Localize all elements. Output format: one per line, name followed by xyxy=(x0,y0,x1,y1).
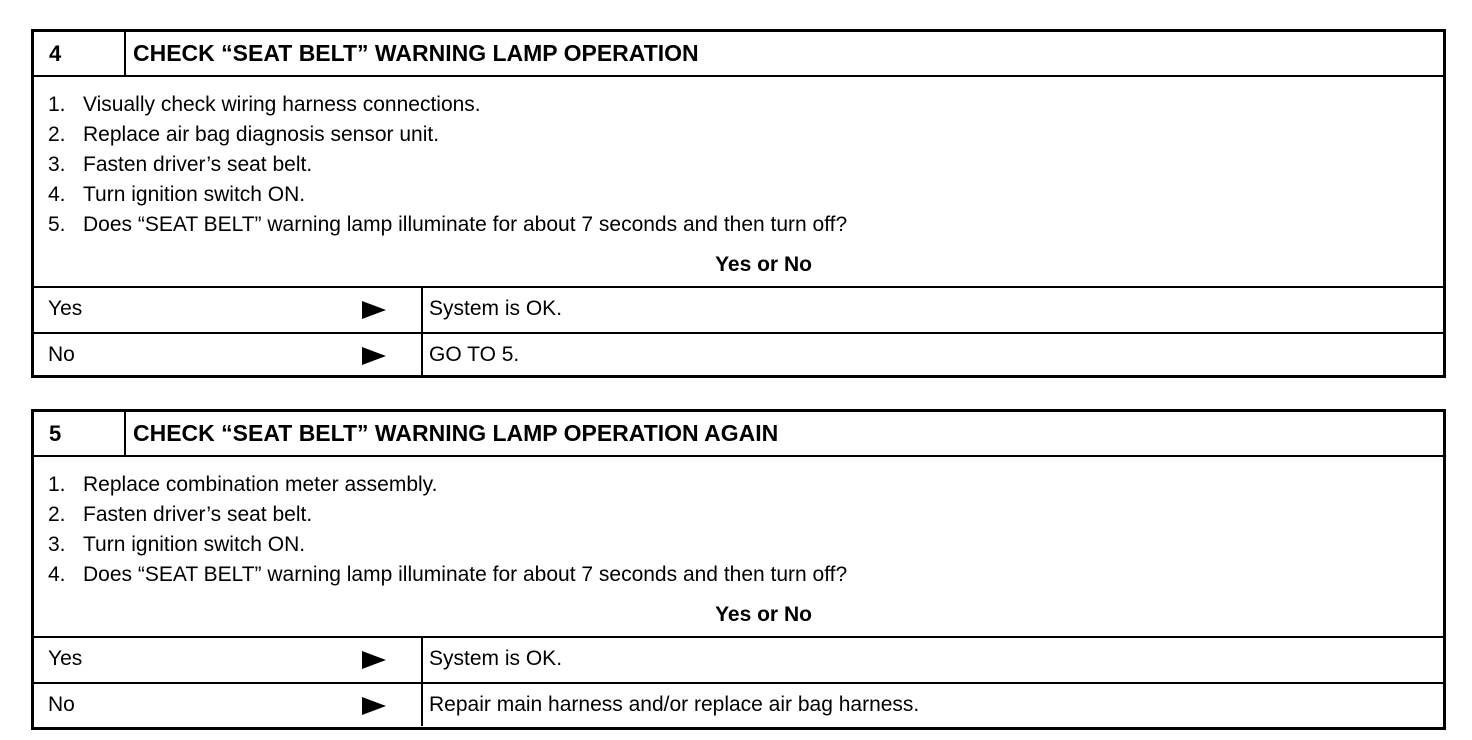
instruction-item xyxy=(48,500,1443,530)
step-header xyxy=(34,412,1443,457)
instruction-item xyxy=(48,150,1443,180)
step-title: CHECK “SEAT BELT” WARNING LAMP OPERATION AGAIN xyxy=(133,420,779,446)
instruction-item xyxy=(48,560,1443,590)
instruction-item xyxy=(48,120,1443,150)
answer-cell xyxy=(34,288,423,332)
item-number: 3. xyxy=(48,153,66,176)
item-text: Does “SEAT BELT” warning lamp illuminate for about 7 seconds and then turn off? xyxy=(83,213,848,236)
answer-row-yes xyxy=(34,638,1443,682)
answer-cell xyxy=(34,684,423,726)
answer-label: Yes xyxy=(48,647,83,670)
item-text: Replace combination meter assembly. xyxy=(83,473,438,496)
instruction-item xyxy=(48,530,1443,560)
item-number: 1. xyxy=(48,93,66,116)
answer-row-no xyxy=(34,332,1443,376)
answer-row-yes xyxy=(34,288,1443,332)
answer-cell xyxy=(34,334,423,376)
step-4-table xyxy=(31,29,1446,378)
step-body xyxy=(34,77,1443,288)
step-number: 5 xyxy=(34,412,126,455)
item-text: Fasten driver’s seat belt. xyxy=(83,153,313,176)
item-number: 5. xyxy=(48,213,66,236)
step-body xyxy=(34,457,1443,638)
item-text: Visually check wiring harness connections. xyxy=(83,93,481,116)
item-number: 4. xyxy=(48,563,66,586)
instruction-item xyxy=(48,180,1443,210)
step-header xyxy=(34,32,1443,77)
answer-row-no xyxy=(34,682,1443,726)
answer-label: No xyxy=(48,343,75,366)
item-text: Fasten driver’s seat belt. xyxy=(83,503,313,526)
item-text: Does “SEAT BELT” warning lamp illuminate for about 7 seconds and then turn off? xyxy=(83,563,848,586)
answer-cell xyxy=(34,638,423,682)
instruction-item xyxy=(48,210,1443,240)
result-text: Repair main harness and/or replace air bag harness. xyxy=(429,693,920,716)
step-5-table xyxy=(31,409,1446,730)
right-triangle-arrow-icon xyxy=(362,697,386,715)
result-text: System is OK. xyxy=(429,647,563,670)
right-triangle-arrow-icon xyxy=(362,301,386,319)
step-number: 4 xyxy=(34,32,126,75)
instruction-item xyxy=(48,90,1443,120)
item-text: Turn ignition switch ON. xyxy=(83,183,306,206)
result-text: GO TO 5. xyxy=(429,343,520,366)
right-triangle-arrow-icon xyxy=(362,651,386,669)
instruction-item xyxy=(48,470,1443,500)
item-number: 2. xyxy=(48,123,66,146)
item-number: 2. xyxy=(48,503,66,526)
item-text: Replace air bag diagnosis sensor unit. xyxy=(83,123,440,146)
answer-label: No xyxy=(48,693,75,716)
item-text: Turn ignition switch ON. xyxy=(83,533,306,556)
instruction-list xyxy=(34,457,1443,590)
instruction-list xyxy=(34,77,1443,240)
yes-or-no-prompt: Yes or No xyxy=(715,253,812,276)
item-number: 1. xyxy=(48,473,66,496)
step-title: CHECK “SEAT BELT” WARNING LAMP OPERATION xyxy=(133,40,699,66)
item-number: 3. xyxy=(48,533,66,556)
item-number: 4. xyxy=(48,183,66,206)
answer-label: Yes xyxy=(48,297,83,320)
yes-or-no-prompt: Yes or No xyxy=(715,603,812,626)
right-triangle-arrow-icon xyxy=(362,347,386,365)
result-text: System is OK. xyxy=(429,297,563,320)
